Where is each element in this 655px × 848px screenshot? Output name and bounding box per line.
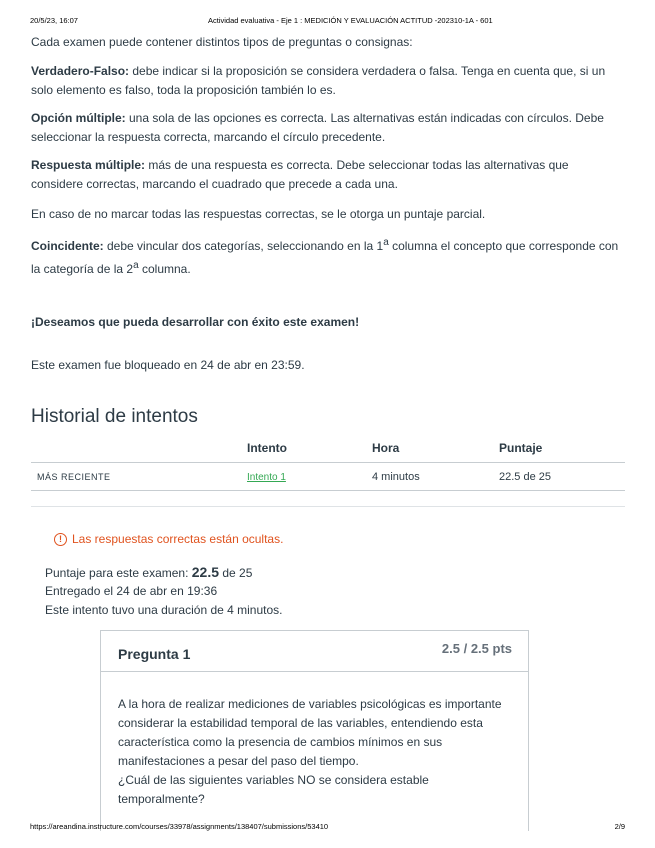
column-header-score: Puntaje	[499, 440, 625, 463]
print-footer	[30, 822, 625, 834]
multiple-answer-label: Respuesta múltiple:	[31, 158, 146, 172]
print-url: https://areandina.instructure.com/courses/33978/assignments/138407/submissions/53410	[30, 822, 329, 831]
locked-text: Este examen fue bloqueado en 24 de abr en 23:59.	[31, 358, 305, 372]
matching-label: Coincidente:	[31, 239, 104, 253]
question-text	[118, 695, 518, 809]
divider	[31, 506, 625, 507]
page-number: 2/9	[614, 822, 625, 831]
submitted-date: Entregado el 24 de abr en 19:36	[45, 584, 218, 598]
hidden-answers-warning	[54, 532, 283, 546]
multiple-choice-instruction	[31, 109, 621, 147]
table-row	[31, 463, 625, 491]
superscript-a: a	[133, 260, 139, 271]
matching-text-2: columna el concepto que corresponde con la categoría de la 2	[31, 239, 619, 276]
partial-score-text: En caso de no marcar todas las respuestas correctas, se le otorga un puntaje parcial.	[31, 207, 486, 221]
exam-score	[45, 564, 252, 580]
column-header-attempt: Intento	[247, 440, 372, 463]
matching-instruction	[31, 233, 621, 279]
attempt-history-table	[31, 440, 625, 491]
good-luck-text: ¡Deseamos que pueda desarrollar con éxito este examen!	[31, 315, 360, 329]
question-card	[100, 630, 529, 831]
attempt-cell	[247, 463, 372, 491]
matching-text-1: debe vincular dos categorías, seleccionando en la 1	[103, 239, 384, 253]
score-value: 22.5	[191, 564, 220, 580]
intro-text: Cada examen puede contener distintos tipos de preguntas o consignas:	[31, 35, 413, 49]
multiple-choice-text: una sola de las opciones es correcta. Las alternativas están indicadas con círculos. Debe seleccionar la respuesta correcta, marcando el círculo precedente.	[31, 111, 604, 144]
true-false-label: Verdadero-Falso:	[31, 64, 130, 78]
column-header-time: Hora	[372, 440, 499, 463]
column-header-empty	[31, 440, 247, 463]
question-header	[101, 631, 528, 672]
attempt-history-title: Historial de intentos	[31, 406, 198, 427]
table-header-row	[31, 440, 625, 463]
multiple-answer-text: más de una respuesta es correcta. Debe seleccionar todas las alternativas que considere correctas, marcando el cuadrado que precede a cada una.	[31, 158, 569, 191]
print-date: 20/5/23, 16:07	[30, 16, 78, 25]
true-false-text: debe indicar si la proposición se considera verdadera o falsa. Tenga en cuenta que, si un solo elemento es falso, toda la proposición también lo es.	[31, 64, 606, 97]
score-prefix: Puntaje para este examen:	[45, 566, 192, 580]
question-line: temporalmente?	[118, 792, 205, 806]
superscript-a: a	[383, 237, 389, 248]
print-header	[30, 16, 625, 28]
question-line: característica como la presencia de cambios mínimos en sus	[118, 735, 443, 749]
warning-text: Las respuestas correctas están ocultas.	[72, 532, 284, 546]
attempt-link[interactable]: Intento 1	[247, 471, 286, 483]
matching-text-3: columna.	[138, 262, 191, 276]
score-suffix: de 25	[219, 566, 253, 580]
attempt-duration: Este intento tuvo una duración de 4 minutos.	[45, 603, 283, 617]
alert-circle-icon: !	[54, 533, 67, 546]
attempt-time: 4 minutos	[372, 463, 499, 491]
question-line: ¿Cuál de las siguientes variables NO se considera estable	[118, 773, 429, 787]
multiple-answer-instruction	[31, 156, 621, 194]
most-recent-label: MÁS RECIENTE	[31, 463, 247, 491]
question-points: 2.5 / 2.5 pts	[441, 641, 512, 656]
question-line: manifestaciones a pesar del paso del tiempo.	[118, 754, 359, 768]
attempt-score: 22.5 de 25	[499, 463, 625, 491]
question-title: Pregunta 1	[118, 646, 191, 662]
multiple-choice-label: Opción múltiple:	[31, 111, 126, 125]
question-line: A la hora de realizar mediciones de variables psicológicas es importante	[118, 697, 502, 711]
question-line: considerar la estabilidad temporal de las variables, entendiendo esta	[118, 716, 483, 730]
true-false-instruction	[31, 62, 621, 100]
print-title: Actividad evaluativa - Eje 1 : MEDICIÓN Y EVALUACIÓN ACTITUD -202310-1A - 601	[208, 16, 493, 25]
